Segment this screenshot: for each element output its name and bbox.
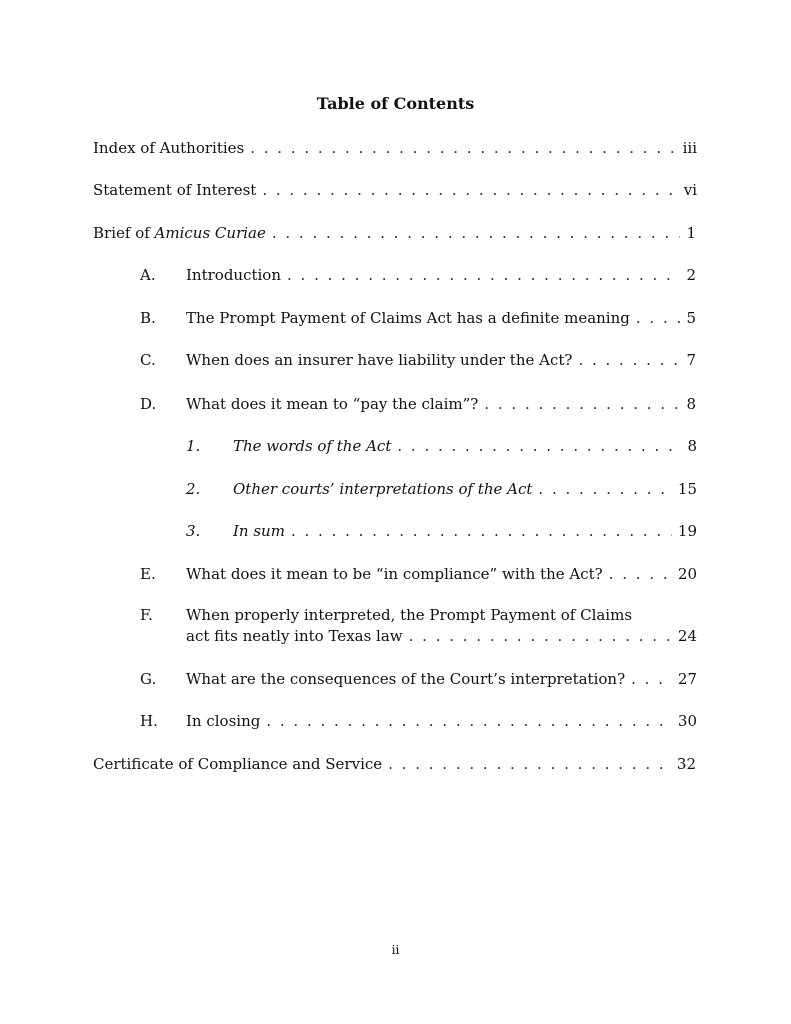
toc-entry-letter: D. [140,395,157,413]
toc-entry-label: Other courts’ interpretations of the Act [233,480,533,498]
toc-entry-introduction[interactable] [186,265,696,285]
toc-entry-other-courts[interactable] [233,479,697,499]
page-number: ii [391,943,400,957]
toc-entry-page: 8 [687,437,697,455]
toc-entry-label: The Prompt Payment of Claims Act has a definite meaning [186,309,630,327]
dot-leader [609,564,672,584]
toc-entry-page: 24 [677,627,697,645]
toc-entry-label: When does an insurer have liability under the Act? [186,351,573,369]
toc-entry-number: 1. [186,437,201,455]
toc-entry-label-italic: Amicus Curiae [154,224,266,242]
toc-entry-index-of-authorities[interactable] [93,138,697,158]
toc-entry-label: What does it mean to be “in compliance” with the Act? [186,565,603,583]
toc-entry-label: Certificate of Compliance and Service [93,755,383,773]
toc-entry-page: 32 [676,755,696,773]
toc-entry-label: The words of the Act [233,437,392,455]
toc-entry-label: In closing [186,712,261,730]
toc-entry-letter: A. [140,266,156,284]
toc-entry-brief[interactable] [93,223,696,243]
toc-entry-page: 30 [677,712,697,730]
toc-entry-consequences[interactable] [186,669,697,689]
dot-leader [538,479,671,499]
toc-entry-certificate[interactable] [93,754,696,774]
toc-entry-letter: B. [140,309,156,327]
toc-entry-letter: E. [140,565,156,583]
dot-leader [397,436,681,456]
dot-leader [388,754,671,774]
toc-entry-page: 20 [677,565,697,583]
toc-entry-label: What does it mean to “pay the claim”? [186,395,479,413]
page-title: Table of Contents [316,94,475,113]
toc-entry-label: act fits neatly into Texas law [186,627,403,645]
toc-entry-words-of-act[interactable] [233,436,697,456]
toc-entry-letter: F. [140,606,153,624]
toc-entry-label-line1[interactable]: When properly interpreted, the Prompt Payment of Claims [186,606,633,624]
toc-entry-texas-law[interactable] [186,626,697,646]
toc-entry-page: 5 [686,309,696,327]
dot-leader [578,350,680,370]
toc-entry-page: 7 [686,351,696,369]
dot-leader [291,521,672,541]
toc-entry-number: 2. [186,480,201,498]
toc-entry-number: 3. [186,522,201,540]
toc-entry-page: 1 [686,224,696,242]
toc-entry-letter: C. [140,351,156,369]
toc-entry-page: 8 [686,395,696,413]
toc-entry-label: Introduction [186,266,281,284]
toc-entry-label: Index of Authorities [93,139,245,157]
dot-leader [287,265,680,285]
dot-leader [262,180,677,200]
dot-leader [409,626,672,646]
toc-entry-in-compliance[interactable] [186,564,697,584]
toc-entry-page: 2 [686,266,696,284]
dot-leader [250,138,676,158]
toc-entry-page: iii [682,139,697,157]
dot-leader [272,223,681,243]
toc-entry-statement-of-interest[interactable] [93,180,697,200]
toc-entry-page: vi [683,181,697,199]
toc-entry-page: 27 [677,670,697,688]
toc-entry-page: 19 [677,522,697,540]
dot-leader [636,308,681,328]
toc-entry-letter: H. [140,712,158,730]
toc-entry-label [93,223,266,243]
toc-entry-in-sum[interactable] [233,521,697,541]
toc-entry-definite-meaning[interactable] [186,308,696,328]
dot-leader [631,669,672,689]
toc-entry-insurer-liability[interactable] [186,350,696,370]
toc-entry-label: Statement of Interest [93,181,257,199]
toc-entry-pay-the-claim[interactable] [186,394,696,414]
dot-leader [484,394,680,414]
toc-entry-page: 15 [677,480,697,498]
toc-entry-label: What are the consequences of the Court’s interpretation? [186,670,626,688]
dot-leader [266,711,672,731]
toc-entry-letter: G. [140,670,157,688]
toc-entry-in-closing[interactable] [186,711,697,731]
toc-entry-label: In sum [233,522,285,540]
toc-entry-label-prefix: Brief of [93,224,155,242]
